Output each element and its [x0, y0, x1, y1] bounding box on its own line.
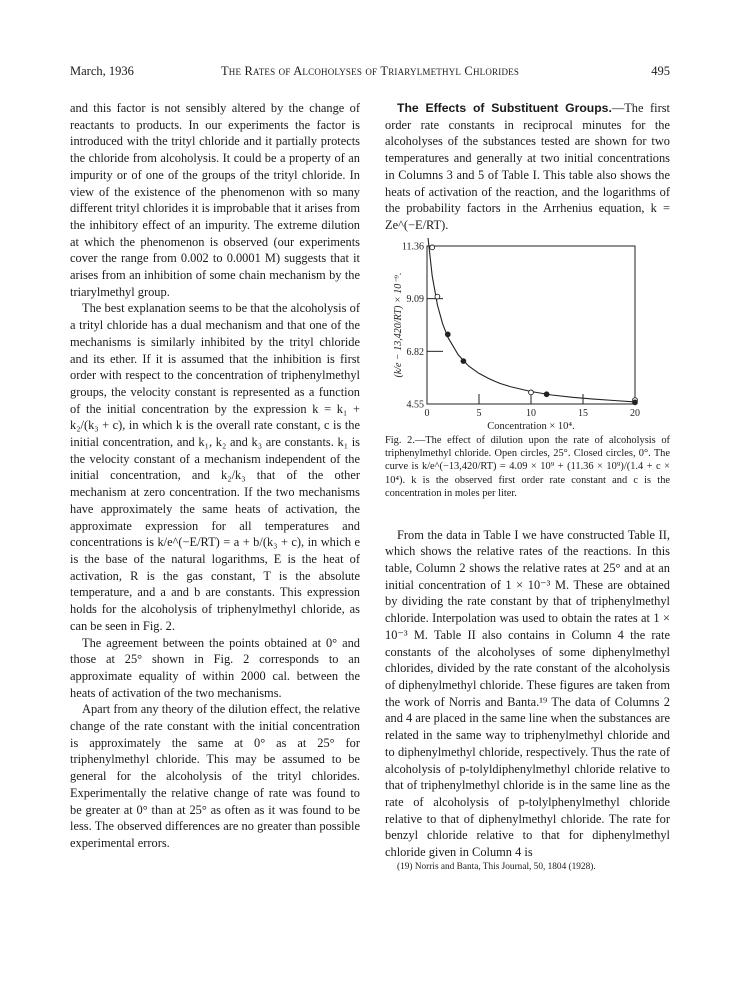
x-tick-label: 10 — [526, 407, 536, 419]
fitted-curve — [428, 238, 636, 402]
right-paragraph-2: From the data in Table I we have constructed Table II, which shows the relative rates of the reactions. In this table, Column 2 shows the relative rates at 25° and at an initial concentration of 1 × 10⁻³ M. These are obtained by dividing the rate constant by that of triphenylmethyl chloride. Interpolation was used to obtain the rates at 1 × 10⁻³ M. Table II also contains in Column 4 the rate constants of the alcoholyses of some diphenylmethyl chlorides, divided by the rate constant of the alcoholysis of diphenylmethyl chloride. These figures are taken from the work of Norris and Banta.¹⁹ The data of Columns 2 and 4 are placed in the same line when the substances are related in the same way to triphenylmethyl chloride and to diphenylmethyl chloride, respectively. Thus the rate of alcoholysis of p-tolyldiphenylmethyl chloride relative to that of triphenylmethyl chloride is in the same line as the rate of alcoholysis of p-tolylphenylmethyl chloride relative to that of diphenylmethyl chloride. The rate for benzyl chloride relative to that for diphenylmethyl chloride given in Column 4 is — [385, 527, 670, 860]
left-paragraph-4: Apart from any theory of the dilution effect, the relative change of the rate constant with the initial concentration is approximately the same at 0° as at 25° for triphenylmethyl chloride. This may be assumed to be general for the alcoholysis of the trityl chlorides. Experimentally the relative change of rate was found to be greater at 0° than at 25° as often as it was found to be less. The observed differences are no greater than possible experimental errors. — [70, 702, 360, 850]
footnote-19: (19) Norris and Banta, This Journal, 50, 1804 (1928). — [397, 861, 596, 872]
closed-circle-point — [544, 391, 549, 396]
x-tick-label: 20 — [630, 407, 640, 419]
x-axis-label: Concentration × 10⁴. — [487, 420, 575, 432]
closed-circle-point — [461, 358, 466, 363]
right-column — [385, 100, 670, 873]
left-paragraph-3: The agreement between the points obtained at 0° and those at 25° shown in Fig. 2 corresponds to an approximate equality of within 2000 cal. between the heats of activation of the two mechanisms. — [70, 635, 360, 700]
dilution-chart — [385, 238, 670, 434]
closed-circle-point — [445, 332, 450, 337]
left-paragraph-1: and this factor is not sensibly altered by the change of reactants to products. In our experiments the factor is introduced with the trityl chloride and it partially protects the chloride from alcoholysis. It could be a property of an impurity or of one of the groups of the trityl chloride. In view of the existence of the phenomenon with so many different trityl chlorides it is improbable that it arises from the inhibitory effect of an impurity. The extreme dilution at which the phenomenon is observed (our experiments cover the range from 0.002 to 0.0001 M) suggests that it arises from an inhibition of some chain mechanism by the triarylmethyl group. — [70, 101, 360, 299]
running-head-date: March, 1936 — [70, 64, 134, 78]
running-head — [70, 64, 670, 80]
left-paragraph-2: The best explanation seems to be that the alcoholysis of a trityl chloride has a dual mechanism and that one of the mechanisms is similarly inhibited by the trityl chloride and its ether. If it is assumed that the inhibition is first order with respect to the concentration of triphenylmethyl groups, the velocity constant is represented as a function of the initial concentration by the expression k = k₁ + k₂/(k₃ + c), in which k is the overall rate constant, c is the initial concentration, and k₁, k₂ and k₃ are constants. k₁ is the velocity constant of a mechanism independent of the initial concentration, and k₂/k₃ that of the other mechanism at zero concentration. If the two mechanisms have approximately the same heats of activation, the approximate expression for all temperatures and concentrations is k/e^(−E/RT) = a + b/(k₃ + c), in which e is the base of the natural logarithms, E is the heat of activation, R is the gas constant, T is the absolute temperature, and a and b are constants. This expression holds for the alcoholysis of triphenylmethyl chloride, as can be seen in Fig. 2. — [70, 301, 360, 633]
figure-caption: Fig. 2.—The effect of dilution upon the rate of alcoholysis of triphenylmethyl chloride. Open circles, 25°. Closed circles, 0°. The curve is k/e^(−13,420/RT) = 4.09 × 10⁹ + (11.36 × 10⁹)/(1.4 + c × 10⁴). k is the observed first order rate constant and c is the concentration in moles per liter. — [385, 434, 670, 500]
y-tick-label: 11.36 — [401, 241, 424, 253]
section-heading: The Effects of Substituent Groups. — [397, 101, 612, 115]
x-tick-label: 0 — [424, 407, 430, 419]
right-paragraph-1 — [385, 100, 670, 234]
x-tick-label: 5 — [476, 407, 482, 419]
y-axis-label: (k/e − 13,420/RT) × 10⁻⁹. — [393, 272, 404, 378]
open-circle-point — [430, 245, 435, 250]
figure-2 — [385, 238, 670, 434]
open-circle-point — [435, 294, 440, 299]
y-tick-label: 9.09 — [406, 293, 424, 305]
y-tick-label: 6.82 — [406, 346, 424, 358]
page-number: 495 — [651, 64, 670, 78]
left-column — [70, 100, 360, 852]
x-tick-label: 15 — [578, 407, 588, 419]
y-tick-label: 4.55 — [406, 399, 424, 411]
plot-frame — [427, 246, 635, 404]
closed-circle-point — [633, 400, 638, 405]
open-circle-point — [529, 390, 534, 395]
right-paragraph-1-text: —The first order rate constants in reciprocal minutes for the alcoholyses of the substances tested are shown for two temperatures and generally at two initial concentrations in Columns 3 and 5 of Table I. This table also shows the heats of activation of the reaction, and the logarithms of the probability factors in the Arrhenius equation, k = Ze^(−E/RT). — [385, 101, 670, 232]
running-head-title: The Rates of Alcoholyses of Triarylmethyl Chlorides — [220, 64, 520, 78]
